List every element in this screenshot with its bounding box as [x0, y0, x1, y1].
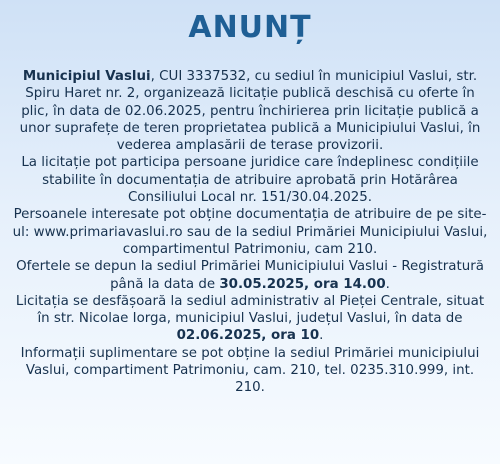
paragraph-contact: Informații suplimentare se pot obține la sediul Primăriei municipiului Vaslui, compartiment Patrimoniu, cam. 210, tel. 0235.310.999, int. 210. [20, 345, 480, 396]
paragraph-submission [10, 258, 490, 293]
paragraph-documentation: Persoanele interesate pot obține documentația de atribuire de pe site-ul: www.primariavaslui.ro sau de la sediul Primăriei Municipiului Vaslui, compartimentul Patrimoniu, cam 210. [12, 207, 488, 257]
auction-date: 02.06.2025, ora 10 [176, 328, 320, 344]
announcement-title: ANUNȚ [188, 10, 312, 45]
venue-text: Licitația se desfășoară la sediul administrativ al Pieței Centrale, situat în str. Nicolae Iorga, municipiul Vaslui, județul Vaslui, în data de [15, 293, 485, 327]
organizer-name: Municipiul Vaslui [22, 69, 151, 84]
venue-end: . [319, 328, 324, 344]
paragraph-organizer [10, 68, 490, 154]
paragraph-eligibility: La licitație pot participa persoane juridice care îndeplinesc condițiile stabilite în documentația de atribuire aprobată prin Hotărârea Consiliului Local nr. 151/30.04.2025. [21, 155, 479, 206]
submission-text: Ofertele se depun la sediul Primăriei Municipiului Vaslui - Registratură până la data de [16, 259, 484, 292]
announcement-body [10, 68, 490, 397]
organizer-details: , CUI 3337532, cu sediul în municipiul Vaslui, str. Spiru Haret nr. 2, organizează licitație publică deschisă cu oferte în plic, în data de 02.06.2025, pentru închirierea prin licitație publică a unor suprafețe de teren proprietatea publică a Municipiului Vaslui, în vederea amplasării de terase provizorii. [19, 69, 481, 154]
paragraph-auction-venue [10, 293, 490, 345]
submission-deadline: 30.05.2025, ora 14.00 [219, 276, 386, 292]
submission-end: . [385, 276, 390, 292]
